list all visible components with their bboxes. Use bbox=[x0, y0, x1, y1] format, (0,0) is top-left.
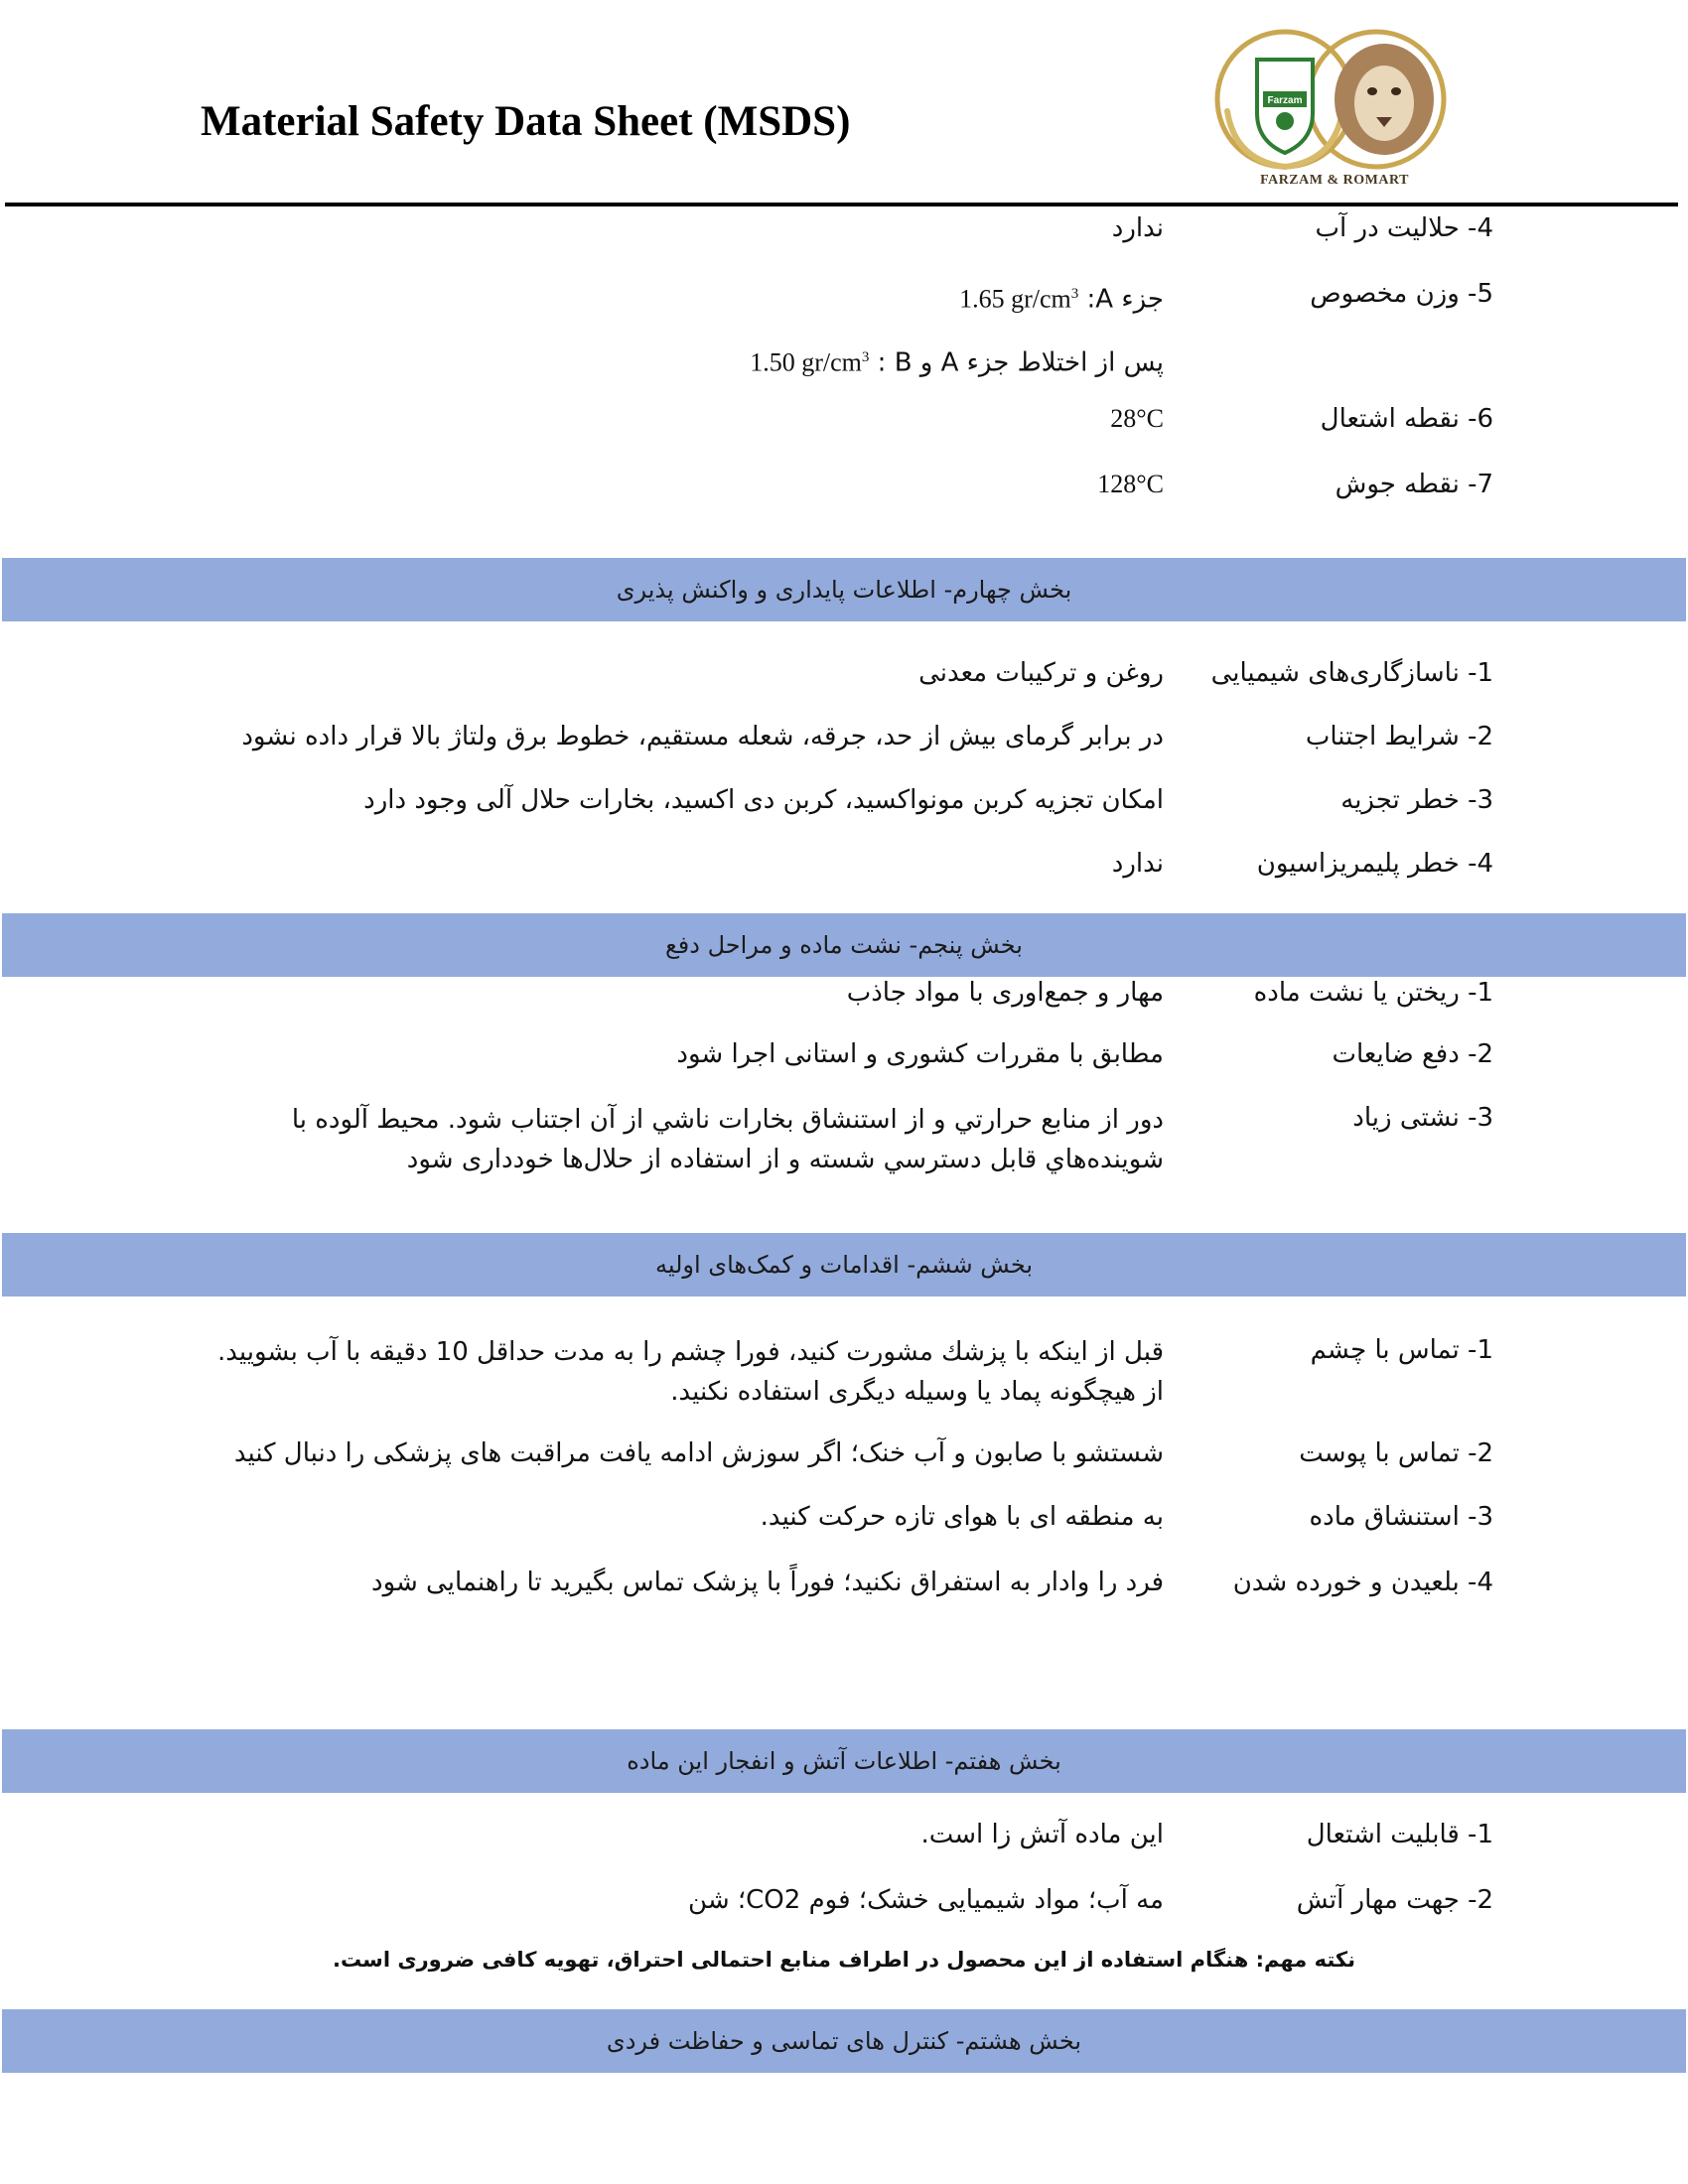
property-value: ندارد bbox=[1111, 213, 1164, 243]
property-label: 4- بلعیدن و خورده شدن bbox=[1232, 1568, 1493, 1597]
property-label: 1- ناسازگاری‌های شیمیایی bbox=[1210, 658, 1493, 688]
property-row bbox=[0, 1435, 1688, 1495]
property-label: 3- استنشاق ماده bbox=[1309, 1502, 1493, 1532]
property-label: 7- نقطه جوش bbox=[1335, 470, 1493, 499]
property-label: 2- تماس با پوست bbox=[1299, 1438, 1493, 1468]
section-header-spill: بخش پنجم- نشت ماده و مراحل دفع bbox=[2, 913, 1686, 977]
property-label: 1- ریختن یا نشت ماده bbox=[1253, 978, 1493, 1008]
property-value: فرد را وادار به استفراق نکنید؛ فوراً با پزشک تماس بگیرید تا راهنمایی شود bbox=[370, 1568, 1164, 1597]
property-value: مطابق با مقررات کشوری و استانی اجرا شود bbox=[676, 1039, 1164, 1069]
property-row bbox=[0, 467, 1688, 526]
property-row bbox=[0, 719, 1688, 778]
property-row bbox=[0, 1036, 1688, 1096]
logo-caption: FARZAM & ROMART bbox=[1260, 173, 1409, 188]
property-row bbox=[0, 1882, 1688, 1942]
property-row bbox=[0, 340, 1688, 399]
property-row bbox=[0, 782, 1688, 842]
property-value: مه آب؛ مواد شیمیایی خشک؛ فوم CO2؛ شن bbox=[688, 1885, 1164, 1915]
property-row bbox=[0, 655, 1688, 715]
section-header-exposure: بخش هشتم- کنترل های تماسی و حفاظت فردی bbox=[2, 2009, 1686, 2073]
property-value: روغن و ترکیبات معدنی bbox=[918, 658, 1164, 688]
property-label: 4- خطر پلیمریزاسیون bbox=[1256, 849, 1493, 879]
property-value: قبل از اینکه با پزشك مشورت کنید، فورا چشم را به مدت حداقل 10 دقیقه با آب بشویید. از هیچگونه پماد یا وسیله دیگری استفاده نکنید. bbox=[216, 1337, 1164, 1407]
important-note: نکته مهم: هنگام استفاده از این محصول در اطراف منابع احتمالی احتراق، تهویه کافی ضروری است. bbox=[332, 1948, 1356, 1972]
property-row bbox=[0, 1100, 1688, 1189]
document-title: Material Safety Data Sheet (MSDS) bbox=[201, 98, 851, 145]
property-value: ندارد bbox=[1111, 849, 1164, 879]
property-label: 2- شرایط اجتناب bbox=[1305, 722, 1493, 751]
property-value: 28°C bbox=[1110, 404, 1164, 433]
property-row bbox=[0, 210, 1688, 270]
property-label: 2- دفع ضایعات bbox=[1332, 1039, 1493, 1069]
property-value: مهار و جمع‌اوری با مواد جاذب bbox=[846, 978, 1164, 1008]
property-label: 1- قابلیت اشتعال bbox=[1306, 1820, 1493, 1849]
property-row bbox=[0, 846, 1688, 905]
property-label: 3- خطر تجزیه bbox=[1340, 785, 1493, 815]
section-header-stability: بخش چهارم- اطلاعات پایداری و واکنش پذیری bbox=[2, 558, 1686, 621]
value-prefix: جزء A: bbox=[1086, 284, 1164, 315]
property-value: امکان تجزیه کربن مونواکسید، کربن دی اکسید، بخارات حلال آلی وجود دارد bbox=[363, 785, 1164, 815]
property-value: به منطقه ای با هوای تازه حرکت کنید. bbox=[760, 1502, 1164, 1532]
property-value: در برابر گرمای بیش از حد، جرقه، شعله مستقیم، خطوط برق ولتاژ بالا قرار داده نشود bbox=[241, 722, 1164, 751]
value-prefix: پس از اختلاط جزء A و B : bbox=[877, 347, 1164, 378]
property-value: دور از منابع حرارتي و از استنشاق بخارات ناشي از آن اجتناب شود. محیط آلوده با شوینده‌هاي قابل دسترسي شسته و از استفاده از حلال‌ها خودداری شود bbox=[291, 1105, 1164, 1174]
property-label: 2- جهت مهار آتش bbox=[1296, 1885, 1493, 1915]
property-row bbox=[0, 1565, 1688, 1624]
property-row bbox=[0, 975, 1688, 1034]
property-row bbox=[0, 401, 1688, 461]
property-value bbox=[191, 276, 1164, 318]
value-number: 1.50 $gr/cm^3$ bbox=[750, 347, 870, 377]
property-label: 3- نشتی زیاد bbox=[1352, 1103, 1493, 1133]
property-value: این ماده آتش زا است. bbox=[920, 1820, 1164, 1849]
property-row bbox=[0, 1499, 1688, 1559]
header-divider bbox=[5, 203, 1678, 206]
property-label: 6- نقطه اشتعال bbox=[1320, 404, 1493, 434]
property-label: 1- تماس با چشم bbox=[1310, 1335, 1493, 1365]
property-value: 128°C bbox=[1097, 470, 1164, 498]
property-label: 5- وزن مخصوص bbox=[1310, 279, 1493, 309]
value-number: 1.65 $gr/cm^3$ bbox=[959, 284, 1079, 314]
property-label: 4- حلالیت در آب bbox=[1315, 213, 1493, 243]
section-header-first-aid: بخش ششم- اقدامات و کمک‌های اولیه bbox=[2, 1233, 1686, 1297]
property-value bbox=[191, 340, 1164, 381]
logo-badge-text: Farzam bbox=[1267, 95, 1303, 106]
section-header-fire: بخش هفتم- اطلاعات آتش و انفجار این ماده bbox=[2, 1729, 1686, 1793]
property-value: شستشو با صابون و آب خنک؛ اگر سوزش ادامه یافت مراقبت های پزشکی را دنبال کنید bbox=[233, 1438, 1164, 1468]
property-row bbox=[0, 276, 1688, 336]
property-row bbox=[0, 1332, 1688, 1422]
property-row bbox=[0, 1817, 1688, 1876]
